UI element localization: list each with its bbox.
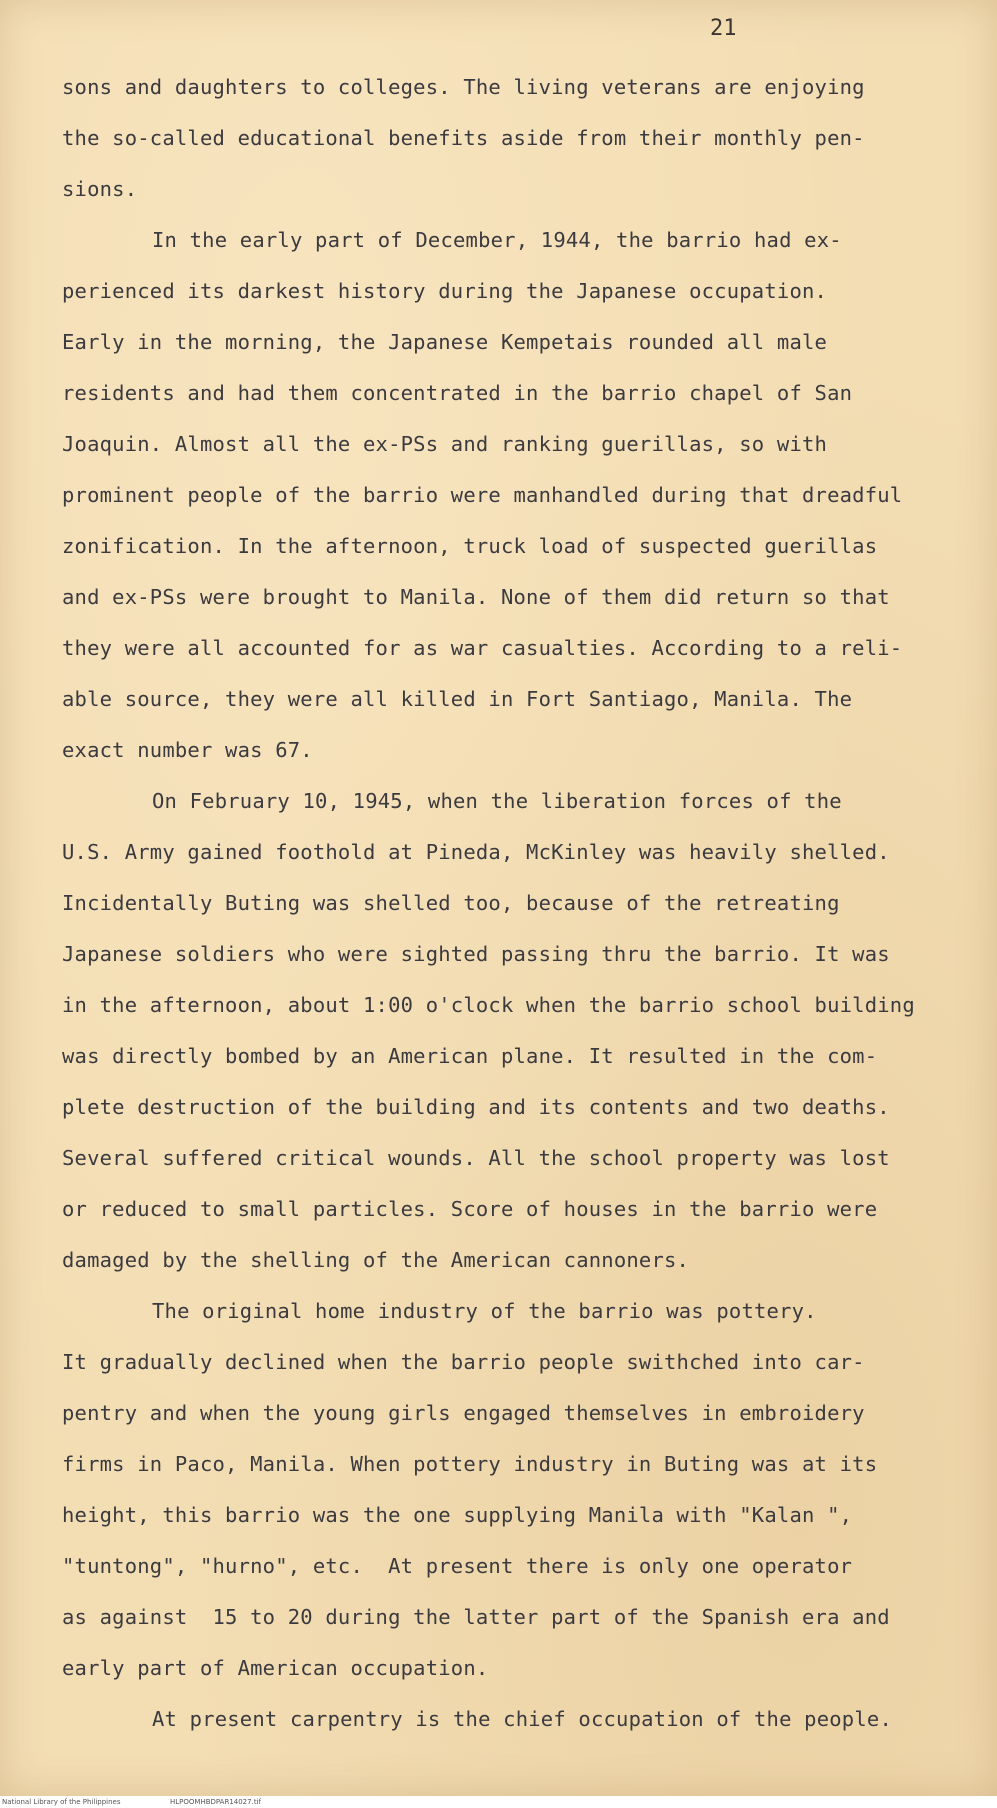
text-line: damaged by the shelling of the American cannoners.	[62, 1248, 690, 1272]
text-line: zonification. In the afternoon, truck load of suspected guerillas	[62, 534, 878, 558]
text-line: It gradually declined when the barrio people swithched into car-	[62, 1350, 865, 1374]
text-line: was directly bombed by an American plane. It resulted in the com-	[62, 1044, 878, 1068]
text-line: Incidentally Buting was shelled too, because of the retreating	[62, 891, 840, 915]
text-line: Joaquin. Almost all the ex-PSs and ranking guerillas, so with	[62, 432, 828, 456]
text-line: In the early part of December, 1944, the barrio had ex-	[152, 228, 842, 252]
page-number: 21	[710, 16, 737, 41]
text-line: U.S. Army gained foothold at Pineda, McKinley was heavily shelled.	[62, 840, 890, 864]
text-line: At present carpentry is the chief occupation of the people.	[152, 1707, 892, 1731]
text-line: perienced its darkest history during the Japanese occupation.	[62, 279, 828, 303]
text-line: or reduced to small particles. Score of houses in the barrio were	[62, 1197, 878, 1221]
text-line: the so-called educational benefits aside from their monthly pen-	[62, 126, 865, 150]
text-line: plete destruction of the building and its contents and two deaths.	[62, 1095, 890, 1119]
text-line: Several suffered critical wounds. All the school property was lost	[62, 1146, 890, 1170]
text-line: and ex-PSs were brought to Manila. None of them did return so that	[62, 585, 890, 609]
footer-source: National Library of the Philippines	[2, 1798, 121, 1806]
text-line: sions.	[62, 177, 138, 201]
text-line: residents and had them concentrated in the barrio chapel of San	[62, 381, 853, 405]
text-line: as against 15 to 20 during the latter part of the Spanish era and	[62, 1605, 890, 1629]
text-line: they were all accounted for as war casualties. According to a reli-	[62, 636, 903, 660]
scan-footer	[0, 1796, 997, 1808]
text-line: prominent people of the barrio were manhandled during that dreadful	[62, 483, 903, 507]
text-line: Early in the morning, the Japanese Kempetais rounded all male	[62, 330, 828, 354]
text-line: On February 10, 1945, when the liberation forces of the	[152, 789, 842, 813]
text-line: height, this barrio was the one supplying Manila with "Kalan ",	[62, 1503, 853, 1527]
text-line: "tuntong", "hurno", etc. At present there is only one operator	[62, 1554, 853, 1578]
body-text	[62, 62, 952, 1745]
text-line: early part of American occupation.	[62, 1656, 489, 1680]
footer-filename: HLPOOMHBDPAR14027.tif	[170, 1798, 261, 1806]
text-line: firms in Paco, Manila. When pottery industry in Buting was at its	[62, 1452, 878, 1476]
text-line: sons and daughters to colleges. The living veterans are enjoying	[62, 75, 865, 99]
text-line: able source, they were all killed in Fort Santiago, Manila. The	[62, 687, 853, 711]
text-line: The original home industry of the barrio was pottery.	[152, 1299, 817, 1323]
text-line: exact number was 67.	[62, 738, 313, 762]
text-line: pentry and when the young girls engaged themselves in embroidery	[62, 1401, 865, 1425]
text-line: Japanese soldiers who were sighted passing thru the barrio. It was	[62, 942, 890, 966]
text-line: in the afternoon, about 1:00 o'clock when the barrio school building	[62, 993, 915, 1017]
